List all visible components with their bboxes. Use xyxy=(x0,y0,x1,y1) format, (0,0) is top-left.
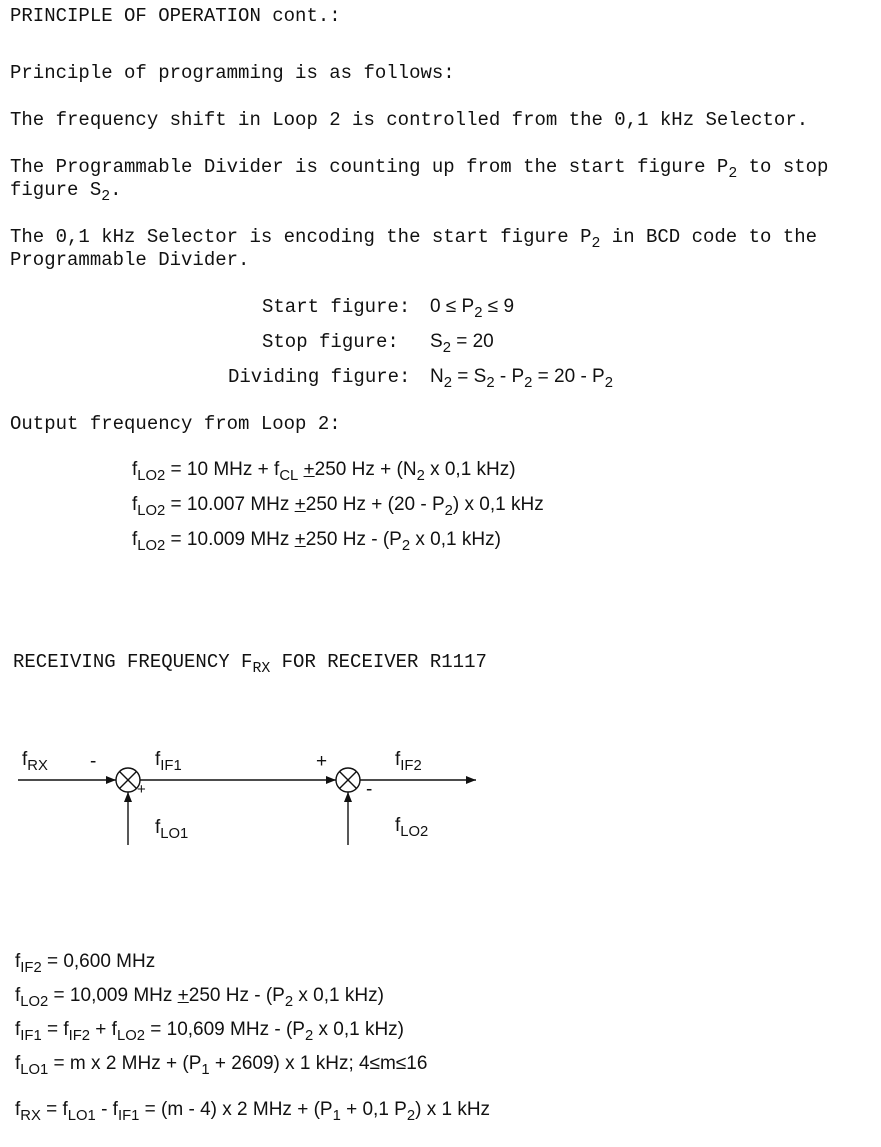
loop2-equation-2: $f_{LO2} = 10.007$ MHz +250 $Hz + (20 - P_2)$ x 0,1 kHz xyxy=(132,494,544,520)
diagram-sign-plus-2: + xyxy=(316,751,328,772)
receiving-frequency-heading: RECEIVING FREQUENCY $F_{RX}$ FOR RECEIVER R1117 xyxy=(13,651,487,678)
if1-arrow-icon xyxy=(326,776,336,784)
dividing-figure-expr: $N_2 = S_2 - P_2 = 20 - P_2$ xyxy=(430,366,613,392)
stop-figure-expr: $S_2 = 20$ xyxy=(430,331,494,357)
intro-text: Principle of programming is as follows: xyxy=(10,62,455,84)
divider-paragraph-line2: figure $S_2$. xyxy=(10,179,122,206)
dividing-figure-label: Dividing figure: xyxy=(228,366,411,388)
diagram-label-flo1: $f_{LO1}$ xyxy=(155,817,189,843)
mixer-block-diagram xyxy=(0,720,881,860)
final-equation-fif2: $f_{IF2} = 0,600$ MHz xyxy=(15,951,156,977)
selector-paragraph-line1: The 0,1 kHz Selector is encoding the start figure $P_2$ in BCD code to the xyxy=(10,226,818,253)
final-equation-flo1: $f_{LO1} = m$ x 2 MHz + $(P_1 + 2609)$ x 1 kHz; 4≤m≤16 xyxy=(15,1053,428,1079)
diagram-label-fif1: $f_{IF1}$ xyxy=(155,749,182,775)
stop-figure-label: Stop figure: xyxy=(262,331,399,353)
diagram-label-fif2: $f_{IF2}$ xyxy=(395,749,422,775)
output-frequency-label: Output frequency from Loop 2: xyxy=(10,413,341,435)
diagram-sign-minus-1: - xyxy=(90,751,97,772)
lo1-arrow-icon xyxy=(124,792,132,802)
loop2-equation-1: $f_{LO2} = 10$ MHz + $f_{CL} +250$ $Hz + (N_2$ x 0,1 kHz) xyxy=(132,459,516,485)
divider-paragraph-line1: The Programmable Divider is counting up from the start figure $P_2$ to stop xyxy=(10,156,829,183)
diagram-sign-plus-1: + xyxy=(137,781,146,798)
if2-arrow-icon xyxy=(466,776,476,784)
shift-paragraph: The frequency shift in Loop 2 is controlled from the 0,1 kHz Selector. xyxy=(10,109,809,131)
start-figure-expr: $0 \le P_2 \le 9$ xyxy=(430,296,515,322)
final-equation-fif1: $f_{IF1} = f_{IF2} + f_{LO2} = 10,609$ MHz - ($P_2$ x 0,1 kHz) xyxy=(15,1019,405,1045)
final-equation-frx: $f_{RX} = f_{LO1} - f_{IF1} = (m - 4)$ x 2 MHz + ($P_1 + 0,1$ $P_2$) x 1 kHz xyxy=(15,1099,491,1125)
selector-paragraph-line2: Programmable Divider. xyxy=(10,249,250,271)
start-figure-label: Start figure: xyxy=(262,296,411,318)
mixer2-icon xyxy=(336,768,360,792)
final-equation-flo2: $f_{LO2} = 10,009$ MHz +250 Hz - ($P_2$ x 0,1 kHz) xyxy=(15,985,384,1011)
diagram-sign-minus-2: - xyxy=(366,779,373,800)
loop2-equation-3: $f_{LO2} = 10.009$ MHz +250 Hz - ($P_2$ x 0,1 kHz) xyxy=(132,529,501,555)
diagram-label-frx: $f_{RX}$ xyxy=(22,749,48,775)
rx-arrow-icon xyxy=(106,776,116,784)
lo2-arrow-icon xyxy=(344,792,352,802)
page-heading: PRINCIPLE OF OPERATION cont.: xyxy=(10,5,341,27)
diagram-label-flo2: $f_{LO2}$ xyxy=(395,815,429,841)
